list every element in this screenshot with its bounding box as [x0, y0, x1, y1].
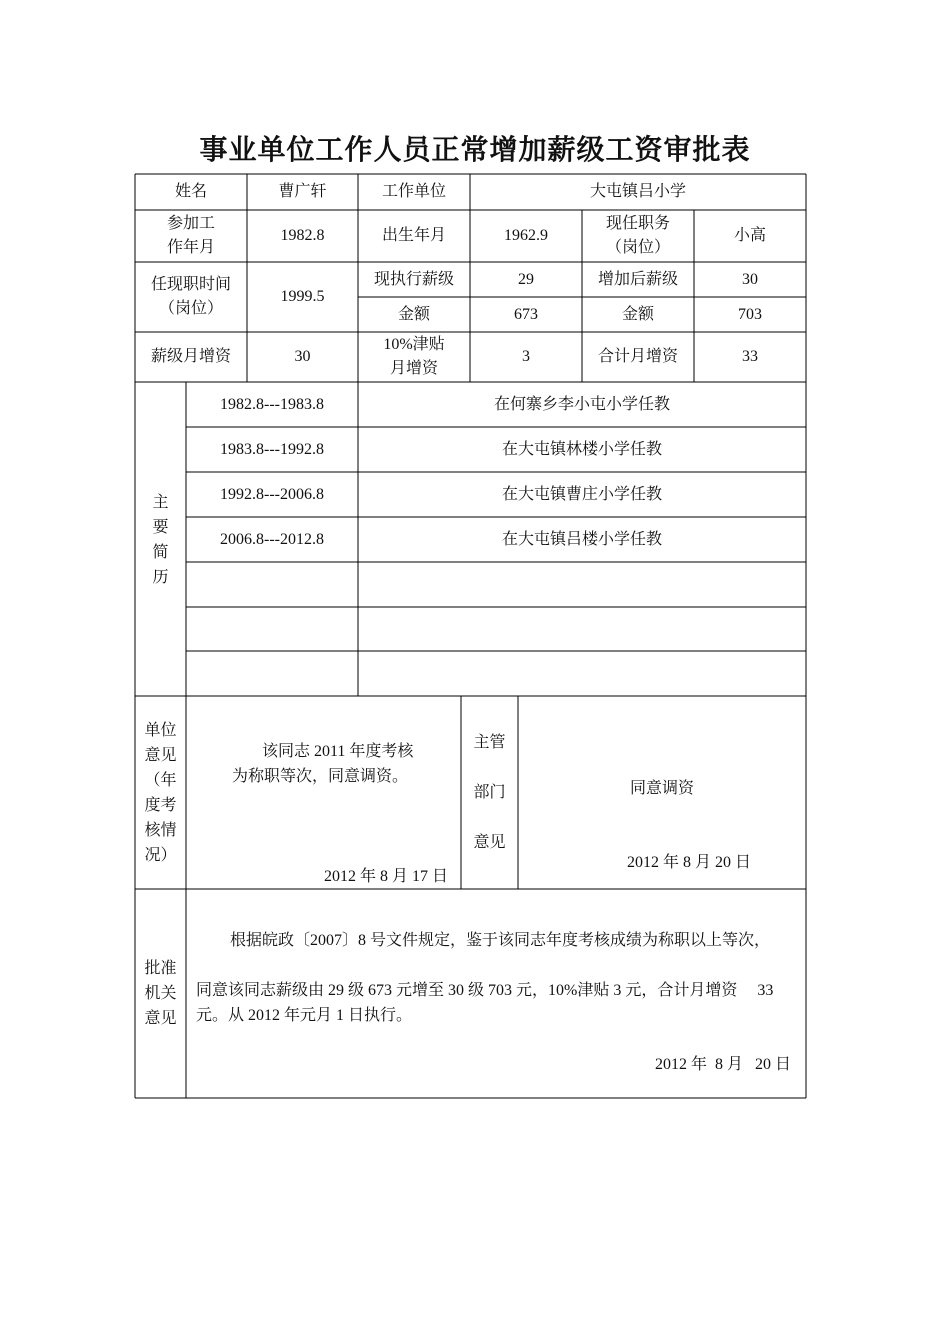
total-increase-value: 33 [742, 348, 758, 365]
resume-period: 1983.8---1992.8 [220, 440, 324, 458]
allowance-label-line-2: 月增资 [389, 360, 438, 377]
form-title: 事业单位工作人员正常增加薪级工资审批表 [199, 133, 751, 166]
approval-label-line: 批准 [144, 960, 177, 977]
resume-desc: 在大屯镇吕楼小学任教 [501, 530, 662, 548]
resume-period [186, 651, 358, 696]
resume-label [135, 490, 186, 590]
dept-opinion-label-line: 意见 [473, 834, 506, 851]
allowance-label [358, 332, 470, 382]
new-amount-label: 金额 [621, 305, 654, 323]
dept-opinion-label-line: 主管 [473, 734, 506, 751]
position-label-line-1: 现任职务 [605, 215, 670, 232]
current-grade-value: 29 [518, 270, 534, 288]
birth-label: 出生年月 [381, 227, 446, 244]
tenure-label-line-1: 任现职时间 [150, 276, 231, 293]
current-grade-label: 现执行薪级 [373, 270, 454, 288]
unit-opinion-label-line: 度考 [144, 797, 177, 814]
unit-opinion-text-2: 为称职等次，同意调资。 [232, 768, 409, 785]
dept-opinion-text: 同意调资 [629, 780, 694, 797]
resume-desc: 在大屯镇林楼小学任教 [501, 440, 662, 458]
current-amount-label: 金额 [397, 305, 430, 323]
resume-label-char: 简 [152, 544, 169, 561]
unit-value: 大屯镇吕小学 [589, 183, 686, 200]
unit-opinion-label-line: （年 [144, 772, 177, 789]
approval-text-line-2: 同意该同志薪级由 29 级 673 元增至 30 级 703 元，10%津贴 3 元，合计月增资 33 [196, 982, 774, 999]
position-value: 小高 [733, 227, 766, 244]
birth-value: 1962.9 [504, 227, 548, 244]
resume-desc: 在大屯镇曹庄小学任教 [501, 485, 662, 503]
resume-period [186, 562, 358, 607]
resume-label-char: 主 [152, 494, 169, 511]
unit-opinion-label-line: 意见 [144, 747, 177, 764]
resume-period: 1982.8---1983.8 [220, 395, 324, 413]
new-grade-value: 30 [742, 270, 758, 288]
resume-label-char: 要 [152, 519, 169, 536]
join-date-value: 1982.8 [280, 227, 325, 244]
tenure-value: 1999.5 [280, 288, 325, 305]
join-date-label-line-2: 作年月 [166, 239, 215, 256]
approval-text-line-1: 根据皖政〔2007〕8 号文件规定，鉴于该同志年度考核成绩为称职以上等次， [230, 932, 771, 949]
join-date-label [135, 210, 247, 262]
unit-opinion-label [135, 718, 186, 868]
resume-desc: 在何寨乡李小屯小学任教 [493, 395, 670, 413]
approval-label [135, 956, 186, 1031]
position-label [582, 210, 694, 262]
resume-period: 1992.8---2006.8 [220, 485, 324, 503]
resume-period [186, 607, 358, 651]
tenure-label [135, 262, 247, 332]
name-label: 姓名 [174, 183, 207, 200]
grade-increase-label: 薪级月增资 [150, 348, 231, 365]
approval-date: 2012 年 8 月 20 日 [655, 1056, 792, 1073]
new-amount-value: 703 [738, 305, 762, 323]
unit-opinion-text-1: 该同志 2011 年度考核 [262, 743, 414, 760]
total-increase-label: 合计月增资 [597, 348, 678, 365]
resume-desc [358, 651, 806, 696]
resume-desc [358, 607, 806, 651]
approval-text-line-3: 元。从 2012 年元月 1 日执行。 [196, 1007, 413, 1024]
approval-label-line: 意见 [144, 1010, 177, 1027]
approval-label-line: 机关 [144, 985, 177, 1002]
allowance-value: 3 [522, 348, 530, 365]
unit-opinion-label-line: 单位 [144, 722, 177, 739]
resume-label-char: 历 [152, 569, 169, 586]
unit-opinion-date: 2012 年 8 月 17 日 [324, 868, 449, 885]
join-date-label-line-1: 参加工 [166, 215, 215, 232]
dept-opinion-label-line: 部门 [473, 784, 506, 801]
unit-opinion-label-line: 核情 [144, 822, 177, 839]
unit-opinion-label-line: 况） [144, 847, 177, 864]
dept-opinion-date: 2012 年 8 月 20 日 [627, 854, 752, 871]
name-value: 曹广轩 [278, 183, 327, 200]
resume-period: 2006.8---2012.8 [220, 530, 324, 548]
resume-desc [358, 562, 806, 607]
current-amount-value: 673 [514, 305, 538, 323]
grade-increase-value: 30 [294, 348, 311, 365]
position-label-line-2: （岗位） [605, 239, 670, 256]
tenure-label-line-2: （岗位） [158, 300, 223, 317]
allowance-label-line-1: 10%津贴 [383, 336, 445, 353]
new-grade-label: 增加后薪级 [597, 270, 678, 288]
unit-label: 工作单位 [381, 183, 446, 200]
